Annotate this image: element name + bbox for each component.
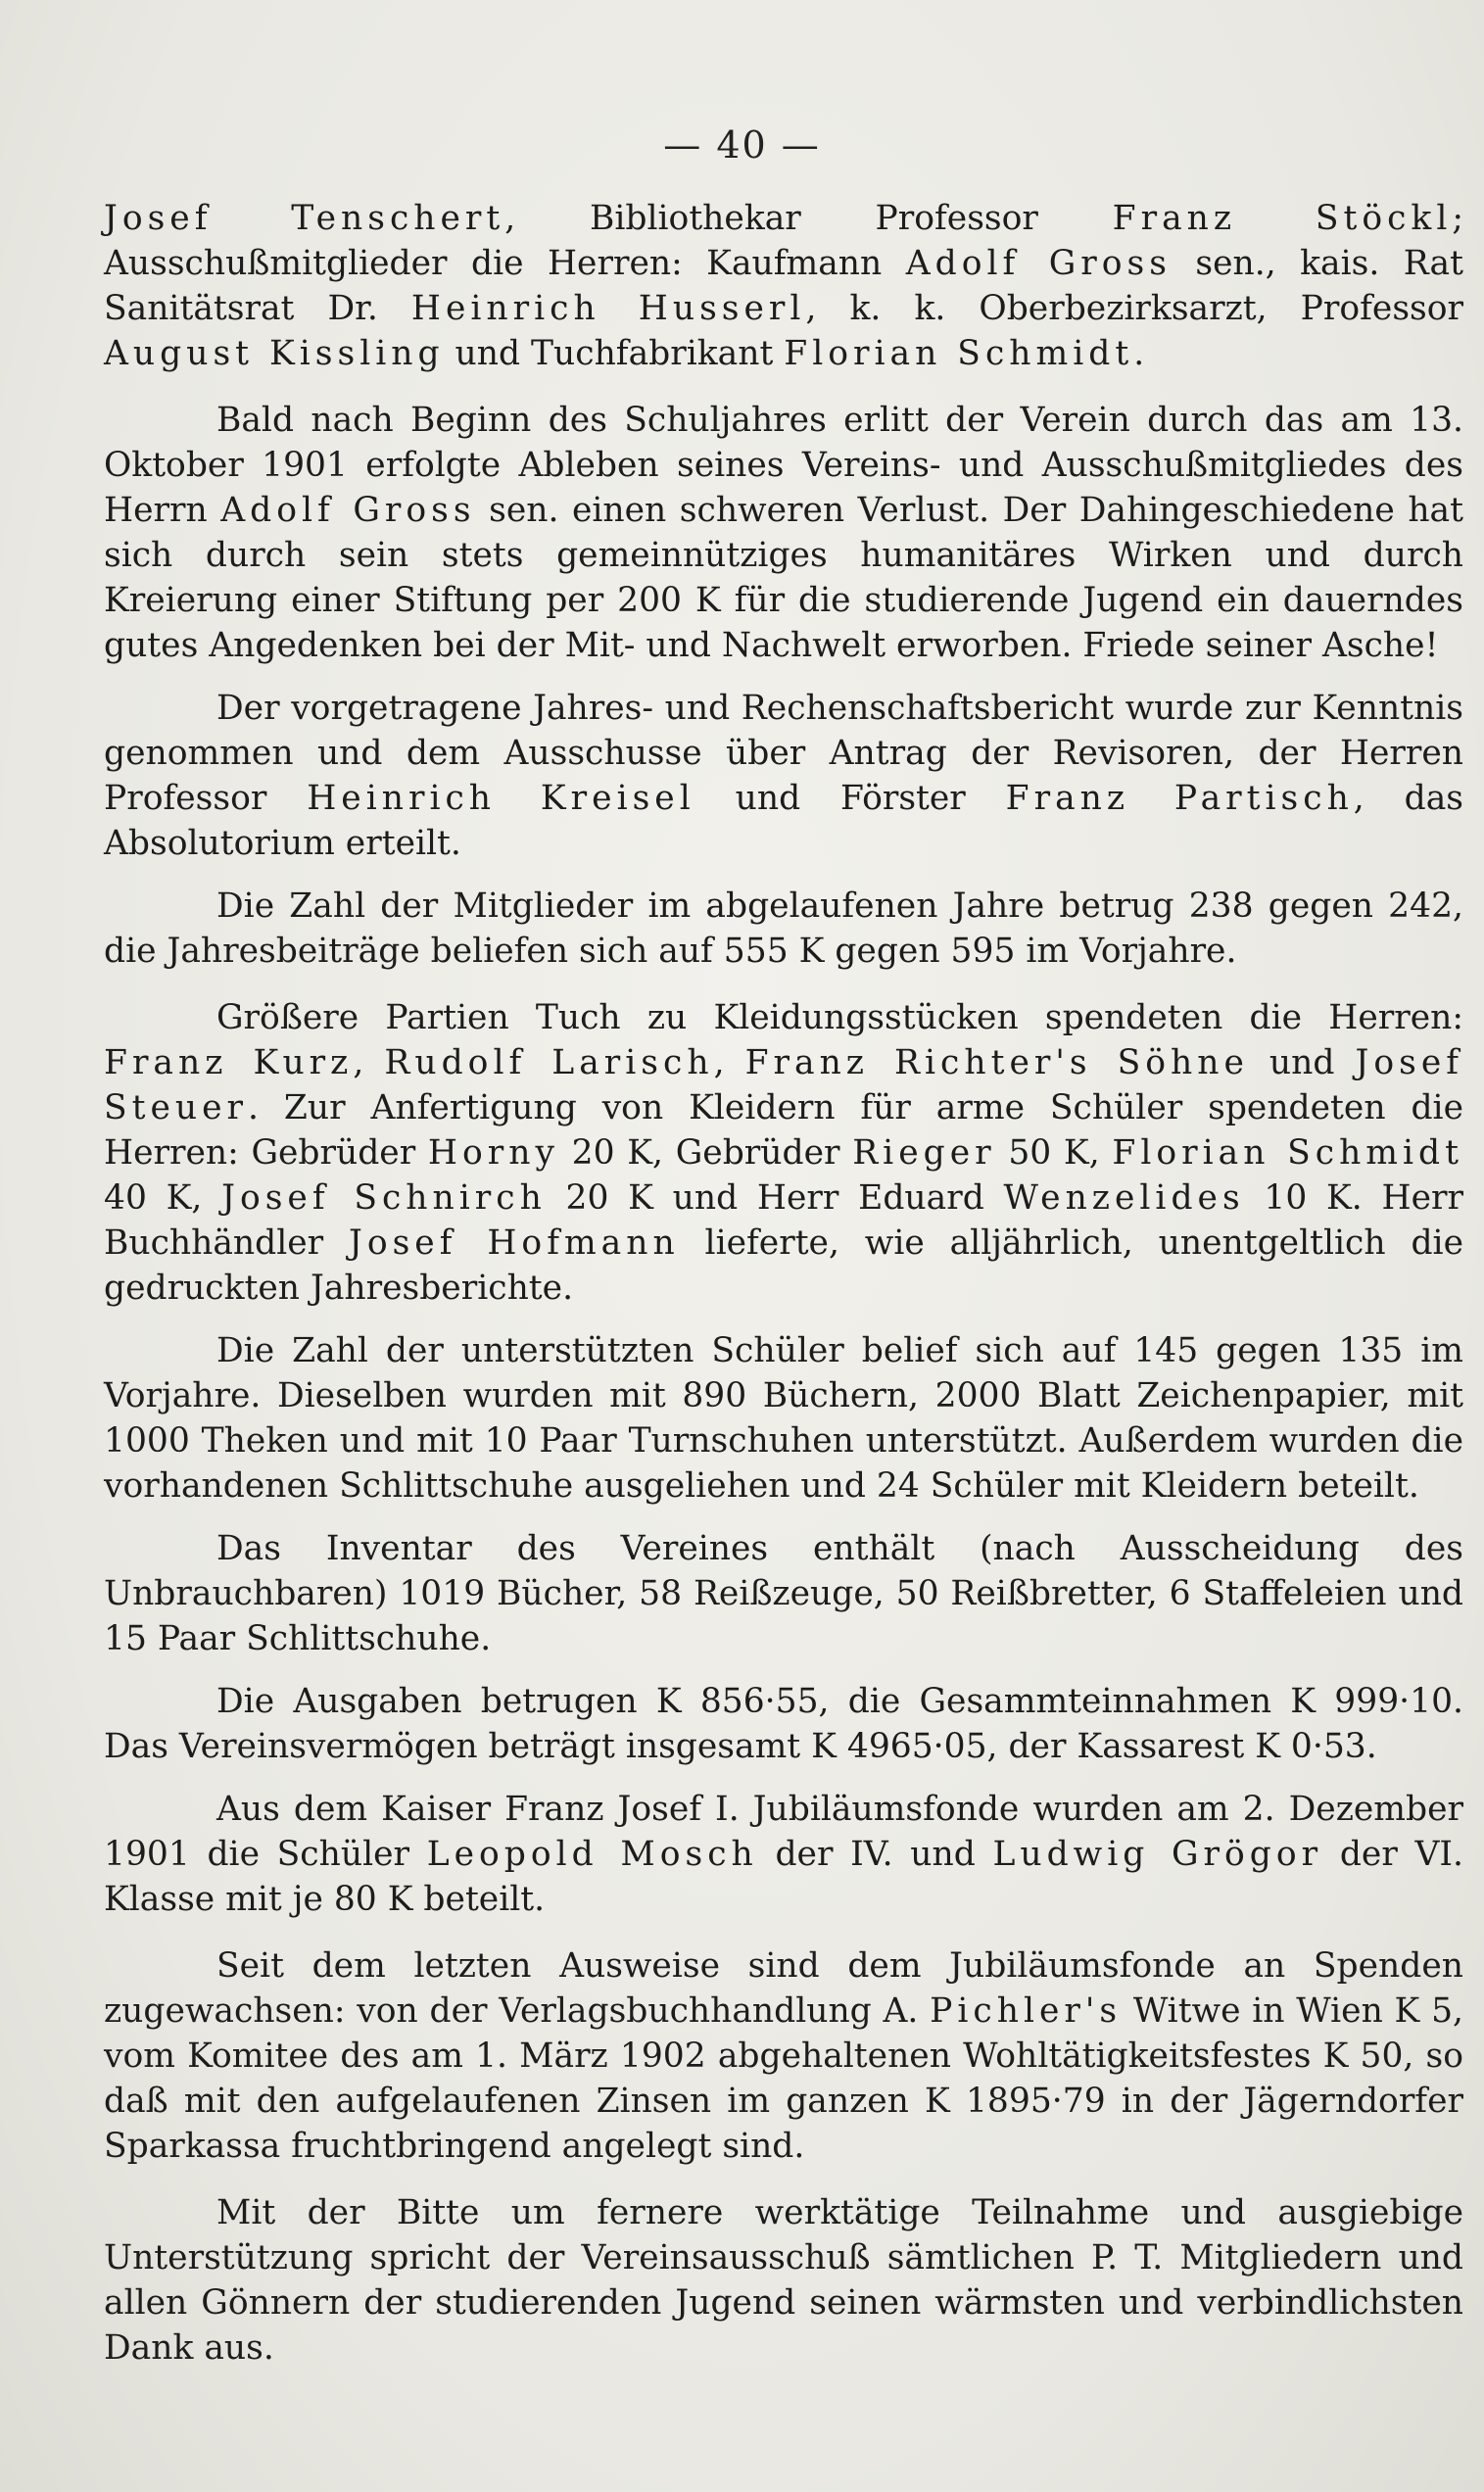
text-run: 20 K, Gebrüder bbox=[558, 1133, 853, 1173]
spaced-name: Josef Tenschert bbox=[104, 199, 505, 238]
text-run: Witwe in Wien K 5, vom Komitee des am 1. März 1902 abgehaltenen Wohltätigkeitsfestes K 50, so daß mit den aufgelaufenen Zinsen im ganzen K 1895·79 in der Jägerndorfer Sparkassa fruchtbringend angelegt sind. bbox=[104, 1991, 1463, 2166]
text-run: lieferte, wie alljährlich, unentgeltlich die gedruckten Jahresberichte. bbox=[104, 1223, 1463, 1308]
spaced-name: Rieger bbox=[852, 1133, 996, 1173]
text-run: und Tuchfabrikant bbox=[444, 334, 785, 373]
text-run: Seit dem letzten Ausweise sind dem Jubiläumsfonde an Spenden zugewachsen: von der Verlagsbuchhandlung A. bbox=[104, 1946, 1463, 2031]
spaced-name: Pichler's bbox=[930, 1991, 1123, 2031]
spaced-name: Josef Steuer bbox=[104, 1043, 1464, 1127]
text-run: . Zur Anfertigung von Kleidern für arme Schüler spendeten die Herren: Gebrüder bbox=[104, 1088, 1463, 1173]
paragraph bbox=[104, 884, 1463, 974]
text-run: Die Ausgaben betrugen K 856·55, die Gesammteinnahmen K 999·10. Das Vereinsvermögen beträgt insgesamt K 4965·05, der Kassarest K 0·53. bbox=[104, 1682, 1463, 1766]
spaced-name: Heinrich Husserl bbox=[410, 289, 806, 328]
text-run: Die Zahl der unterstützten Schüler belief sich auf 145 gegen 135 im Vorjahre. Dieselben wurden mit 890 Büchern, 2000 Blatt Zeichenpapier, mit 1000 Theken und mit 10 Paar Turnschuhen unterstützt. Außerdem wurden die vorhandenen Schlittschuhe ausgeliehen und 24 Schüler mit Kleidern beteilt. bbox=[104, 1331, 1463, 1506]
spaced-name: Ludwig Grögor bbox=[992, 1835, 1323, 1874]
text-run: sen. einen schweren Verlust. Der Dahingeschiedene hat sich durch sein stets gemeinnütziges humanitäres Wirken und durch Kreierung einer Stiftung per 200 K für die studierende Jugend ein dauerndes gutes Angedenken bei der Mit- und Nachwelt erworben. Friede seiner Asche! bbox=[104, 491, 1463, 665]
paragraph bbox=[104, 196, 1463, 376]
paragraph bbox=[104, 1526, 1463, 1661]
spaced-name: Franz Stöckl bbox=[1112, 199, 1453, 238]
spaced-name: Adolf Gross bbox=[905, 244, 1172, 283]
body-text bbox=[104, 196, 1463, 2371]
spaced-name: Leopold Mosch bbox=[426, 1835, 758, 1874]
spaced-name: Heinrich Kreisel bbox=[307, 779, 695, 818]
spaced-name: Franz Partisch bbox=[1005, 779, 1354, 818]
spaced-name: Florian Schmidt bbox=[784, 334, 1134, 373]
text-run: 40 K, bbox=[104, 1178, 222, 1218]
spaced-name: Adolf Gross bbox=[220, 491, 476, 530]
text-run: der VI. Klasse mit je 80 K beteilt. bbox=[104, 1835, 1463, 1919]
text-run: , bbox=[353, 1043, 385, 1082]
text-run: 20 K und Herr Eduard bbox=[546, 1178, 1004, 1218]
paragraph bbox=[104, 1943, 1463, 2169]
spaced-name: Rudolf Larisch bbox=[384, 1043, 714, 1082]
paragraph bbox=[104, 995, 1463, 1311]
paragraph bbox=[104, 2190, 1463, 2371]
text-run: 10 K. Herr Buchhändler bbox=[104, 1178, 1463, 1263]
text-run: Mit der Bitte um fernere werktätige Teilnahme und ausgiebige Unterstützung spricht der Vereinsausschuß sämtlichen P. T. Mitgliedern und allen Gönnern der studierenden Jugend seinen wärmsten und verbindlichsten Dank aus. bbox=[104, 2193, 1463, 2368]
text-run: , Bibliothekar Professor bbox=[504, 199, 1113, 238]
text-run: ; Ausschußmitglieder die Herren: Kaufmann bbox=[104, 199, 1463, 283]
spaced-name: Wenzelides bbox=[1003, 1178, 1245, 1218]
paragraph bbox=[104, 1787, 1463, 1922]
page-number: — 40 — bbox=[663, 123, 821, 167]
text-run: Die Zahl der Mitglieder im abgelaufenen Jahre betrug 238 gegen 242, die Jahresbeiträge beliefen sich auf 555 K gegen 595 im Vorjahre. bbox=[104, 887, 1463, 971]
text-run: Bald nach Beginn des Schuljahres erlitt der Verein durch das am 13. Oktober 1901 erfolgte Ableben seines Vereins- und Ausschußmitgliedes des Herrn bbox=[104, 401, 1463, 530]
text-run: Aus dem Kaiser Franz Josef I. Jubiläumsfonde wurden am 2. Dezember 1901 die Schüler bbox=[104, 1790, 1463, 1874]
spaced-name: August Kissling bbox=[104, 334, 445, 373]
spaced-name: Franz Richter's Söhne bbox=[744, 1043, 1249, 1082]
spaced-name: Josef Hofmann bbox=[349, 1223, 680, 1263]
spaced-name: Florian Schmidt bbox=[1112, 1133, 1464, 1173]
text-run: sen., kais. Rat Sanitätsrat Dr. bbox=[104, 244, 1463, 328]
text-run: , bbox=[713, 1043, 745, 1082]
text-run: 50 K, bbox=[995, 1133, 1113, 1173]
paragraph bbox=[104, 1679, 1463, 1769]
text-run: , das Absolutorium erteilt. bbox=[104, 779, 1463, 863]
text-run: , k. k. Oberbezirksarzt, Professor bbox=[805, 289, 1464, 328]
spaced-name: Josef Schnirch bbox=[221, 1178, 547, 1218]
spaced-name: Horny bbox=[427, 1133, 559, 1173]
text-run: . bbox=[1133, 334, 1145, 373]
paragraph bbox=[104, 398, 1463, 668]
text-run: Der vorgetragene Jahres- und Rechenschaftsbericht wurde zur Kenntnis genommen und dem Ausschusse über Antrag der Revisoren, der Herren Professor bbox=[104, 689, 1463, 818]
paragraph bbox=[104, 1328, 1463, 1509]
text-run: und Förster bbox=[694, 779, 1006, 818]
spaced-name: Franz Kurz bbox=[104, 1043, 354, 1082]
text-run: Das Inventar des Vereines enthält (nach Ausscheidung des Unbrauchbaren) 1019 Bücher, 58 Reißzeuge, 50 Reißbretter, 6 Staffeleien und 15 Paar Schlittschuhe. bbox=[104, 1529, 1463, 1658]
text-run: der IV. und bbox=[757, 1835, 993, 1874]
paragraph bbox=[104, 686, 1463, 866]
text-run: und bbox=[1248, 1043, 1356, 1082]
text-run: Größere Partien Tuch zu Kleidungsstücken spendeten die Herren: bbox=[216, 998, 1463, 1037]
